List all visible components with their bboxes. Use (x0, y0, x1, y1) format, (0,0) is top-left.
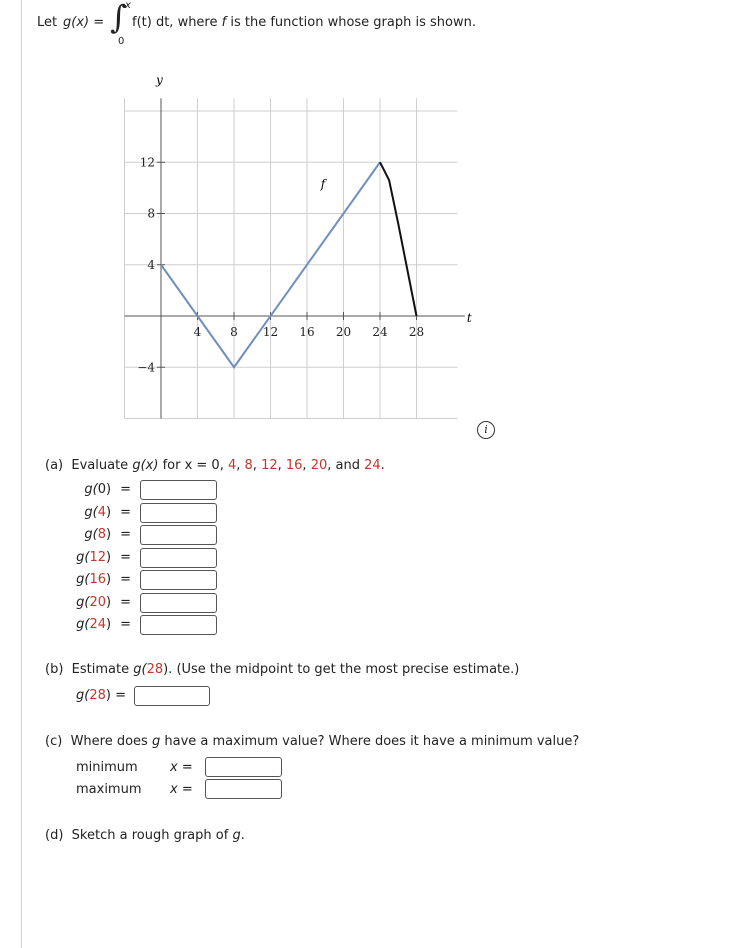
y-tick-label: 8 (147, 206, 155, 221)
g-row-input[interactable] (140, 570, 217, 590)
g-row-label: g(4) = (84, 504, 131, 520)
part-d-prompt: (d) Sketch a rough graph of g. (45, 828, 245, 843)
g-row-label: g(16) = (76, 572, 131, 587)
x-tick-label: 4 (193, 325, 202, 339)
graph-axes (125, 98, 465, 418)
y-tick-label: 12 (139, 155, 155, 170)
g-row-input[interactable] (140, 615, 217, 635)
g-row-label: g(8) = (84, 527, 131, 542)
g-row-label: g(0) = (84, 482, 131, 497)
g-row-input[interactable] (140, 548, 217, 568)
curve-label-f: f (320, 176, 326, 191)
function-graph (0, 0, 734, 460)
maximum-x-eq: x = (170, 782, 193, 797)
x-axis-label: t (466, 311, 472, 325)
integrand: f(t) dt, where f is the function whose graph is shown. (132, 15, 476, 30)
x-tick-label: 8 (230, 325, 238, 339)
maximum-label: maximum (76, 782, 142, 797)
g-row-input[interactable] (140, 480, 217, 500)
x-tick-label: 24 (372, 325, 388, 339)
upper-limit: x (125, 0, 131, 11)
x-tick-label: 28 (408, 325, 425, 339)
gx-label: g(x) = (63, 15, 105, 30)
x-tick-label: 20 (335, 325, 352, 339)
minimum-x-eq: x = (170, 760, 193, 775)
g-row-input[interactable] (140, 593, 217, 613)
x-tick-label: 16 (299, 325, 315, 339)
g-row-input[interactable] (140, 503, 217, 523)
integral-sign: ∫ (110, 0, 127, 36)
g28-label: g(28) = (76, 688, 126, 703)
maximum-x-input[interactable] (205, 779, 282, 799)
lower-limit: 0 (118, 36, 125, 47)
y-tick-label: −4 (137, 360, 155, 375)
part-a-prompt: (a) Evaluate g(x) for x = 0, 4, 8, 12, 16, 20, and 24. (45, 458, 385, 473)
g-row-label: g(24) = (76, 617, 131, 632)
part-c-prompt: (c) Where does g have a maximum value? Where does it have a minimum value? (45, 734, 580, 749)
minimum-label: minimum (76, 760, 138, 775)
let-prefix: Let (37, 15, 58, 30)
part-b-prompt: (b) Estimate g(28). (Use the midpoint to get the most precise estimate.) (45, 662, 520, 677)
g28-input[interactable] (134, 686, 210, 706)
g-row-label: g(20) = (76, 594, 131, 610)
x-tick-label: 12 (262, 325, 279, 339)
info-icon[interactable]: i (477, 421, 495, 439)
y-axis-label: y (156, 73, 163, 87)
g-row-label: g(12) = (76, 549, 131, 565)
minimum-x-input[interactable] (205, 757, 282, 777)
curved-segment (380, 162, 417, 316)
g-row-input[interactable] (140, 525, 217, 545)
y-tick-label: 4 (147, 257, 155, 272)
graph-grid (125, 98, 458, 418)
